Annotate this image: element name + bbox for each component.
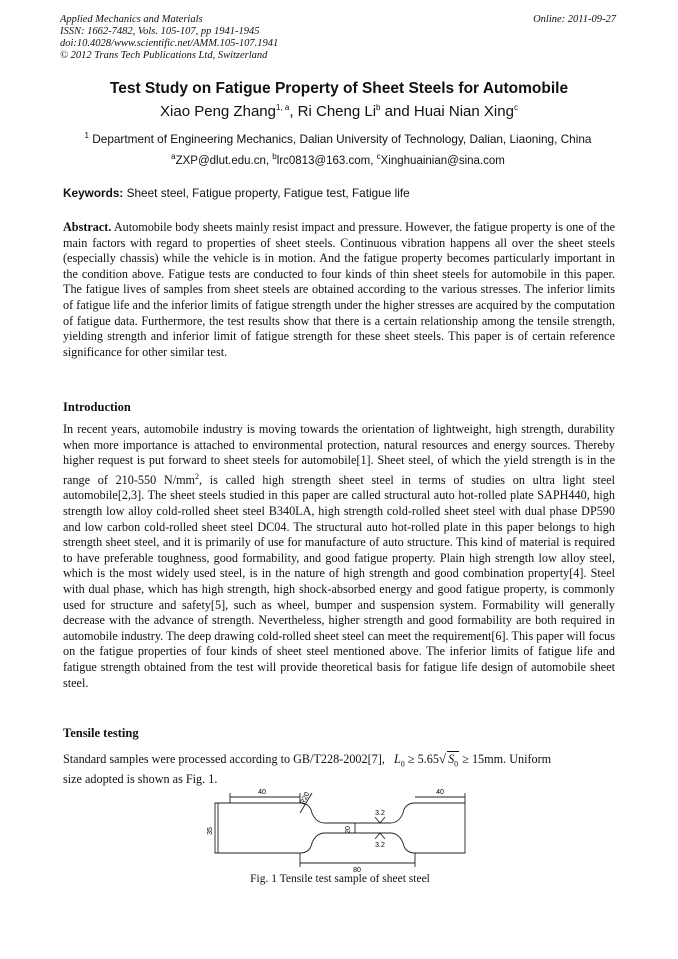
- tensile-heading: Tensile testing: [63, 726, 139, 740]
- tensile-text-line2: size adopted is shown as Fig. 1.: [63, 772, 218, 787]
- intro-text-1: In recent years, automobile industry is moving towards the orientation of lightweight, high strength, durability when more importance is attached to environmental protection, natural resources and energy sources. Thereby higher request is put forward to sheet steels for automobile[1]. Sheet steel, of which the yield strength is in the range of 210-550 N/mm: [63, 422, 615, 487]
- figure-caption: Fig. 1 Tensile test sample of sheet steel: [250, 873, 430, 885]
- email: ZXP@dlut.edu.cn: [175, 154, 266, 167]
- formula-sub: 0: [400, 759, 405, 769]
- author-sup: 1, a: [275, 103, 290, 112]
- keywords-text: Sheet steel, Fatigue property, Fatigue test, Fatigue life: [126, 186, 410, 200]
- formula-s: S: [448, 752, 455, 766]
- author-sup: b: [376, 103, 381, 112]
- tensile-sample-figure: [200, 783, 480, 873]
- author-name: Huai Nian Xing: [413, 103, 514, 120]
- abstract-label: Abstract.: [63, 220, 112, 234]
- tensile-body: Standard samples were processed according to GB/T228-2002[7], $L_0 \ge 5.65√$ $S_0 \ge 15mm$. Uniform size adopted is shown as Fig. 1.: [63, 751, 615, 787]
- formula-ge1: ≥ 5.65: [407, 752, 439, 766]
- formula-sub-b: 0: [454, 759, 459, 769]
- introduction-body: [63, 422, 615, 691]
- email-sup: a: [171, 152, 176, 161]
- dim-20: 20: [345, 826, 352, 834]
- author-list: Xiao Peng Zhang$^{1, a}$, Ri Cheng Li$^b$ and Huai Nian Xing$^c$: [160, 103, 518, 120]
- copyright: © 2012 Trans Tech Publications Ltd, Switzerland: [60, 50, 268, 61]
- email-sup: b: [272, 152, 277, 161]
- journal-header: [60, 14, 616, 62]
- introduction-heading: Introduction: [63, 400, 131, 414]
- dim-r20: R20: [299, 791, 312, 806]
- tensile-text-before: Standard samples were processed according to GB/T228-2002[7],: [63, 752, 385, 766]
- affiliation-text: Department of Engineering Mechanics, Dalian University of Technology, Dalian, Liaoning, China: [92, 131, 592, 146]
- intro-text-2: , is called high strength sheet steel in terms of studies on ultra light steel automobile[2,3]. The sheet steels studied in this paper are called structural auto hot-rolled plate SAPH440, high strength low alloy cold-rolled sheet steel B340LA, high strength cold-rolled sheet steel with dual phase DP590 and low carbon cold-rolled sheet steel DC04. The structural auto hot-rolled plate in this paper belongs to high strength sheet steel, and it is primarily of use for manufacture of auto structure. This kind of material is required to have preferable toughness, good formability, and good fatigue property. Plain high strength low alloy steel, which is the most widely used steel, is in the nature of high strength and good combination property[4]. Steel with dual phase, which has high strength, high shock-absorbed energy and good fatigue property, is commonly used for structure and safety[5], such as wheel, bumper and suspension system. Formability will generally decrease with the advance of strength. Nevertheless, higher strength and good formability are both required in automobile industry. The deep drawing cold-rolled sheet steel can meet the requirement[6]. This paper will focus on the fatigue properties of four kinds of sheet steel mentioned above. The inferior limits of fatigue life and fatigue strength obtained from the test will provide theoretical basis for fatigue life design of automobile sheet steel.: [63, 472, 615, 690]
- author-name: Ri Cheng Li: [297, 103, 377, 120]
- dim-35: 35: [207, 827, 214, 835]
- dim-80: 80: [353, 867, 361, 873]
- formula-ge2: ≥ 15mm: [462, 752, 504, 766]
- paper-title: Test Study on Fatigue Property of Sheet Steels for Automobile: [109, 80, 569, 97]
- dim-32-top: 3.2: [375, 810, 385, 817]
- email-sup: c: [376, 152, 381, 161]
- email-list: $^a$ZXP@dlut.edu.cn, $^b$lrc0813@163.com, $^c$Xinghuainian@sina.com: [171, 152, 505, 167]
- intro-sup: 2: [195, 471, 200, 481]
- dim-32-bottom: 3.2: [375, 842, 385, 849]
- issn: ISSN: 1662-7482, Vols. 105-107, pp 1941-1945: [60, 26, 260, 37]
- journal-name: Applied Mechanics and Materials: [60, 14, 203, 25]
- dim-40-left: 40: [258, 789, 266, 796]
- tensile-text-after: . Uniform: [503, 752, 552, 766]
- author-sup: c: [513, 103, 518, 112]
- affiliation: [60, 131, 616, 146]
- online-date: Online: 2011-09-27: [533, 14, 616, 25]
- keywords-label: Keywords:: [63, 186, 124, 200]
- affiliation-sup: 1: [84, 131, 89, 140]
- keywords: [63, 186, 615, 200]
- dim-40-right: 40: [436, 789, 444, 796]
- doi: doi:10.4028/www.scientific.net/AMM.105-107.1941: [60, 38, 279, 49]
- abstract-text: Automobile body sheets mainly resist impact and pressure. However, the fatigue property is one of the main factors with regard to properties of sheet steels. Continuous vibration happens all over the sheet steels (especially chassis) while the vehicle is in motion. And the fatigue property becomes particularly important in the condition above. Fatigue tests are conducted to four kinds of thin sheet steels for automobile in this paper. The fatigue lives of samples from sheet steels are obtained according to the various stresses. The inferior limits of fatigue life and the inferior limits of fatigue strength under the higher stresses are acquired by the computation of fatigue data. Furthermore, the test results show that there is a certain relationship among the tensile strength, yielding strength and inferior limit of fatigue strength for these sheet steels. This paper is of certain reference significance for other similar test.: [63, 220, 615, 359]
- email: Xinghuainian@sina.com: [380, 154, 505, 167]
- author-name: Xiao Peng Zhang: [160, 103, 276, 120]
- abstract: [63, 220, 615, 360]
- formula-l: L: [394, 752, 401, 766]
- email: lrc0813@163.com: [276, 154, 371, 167]
